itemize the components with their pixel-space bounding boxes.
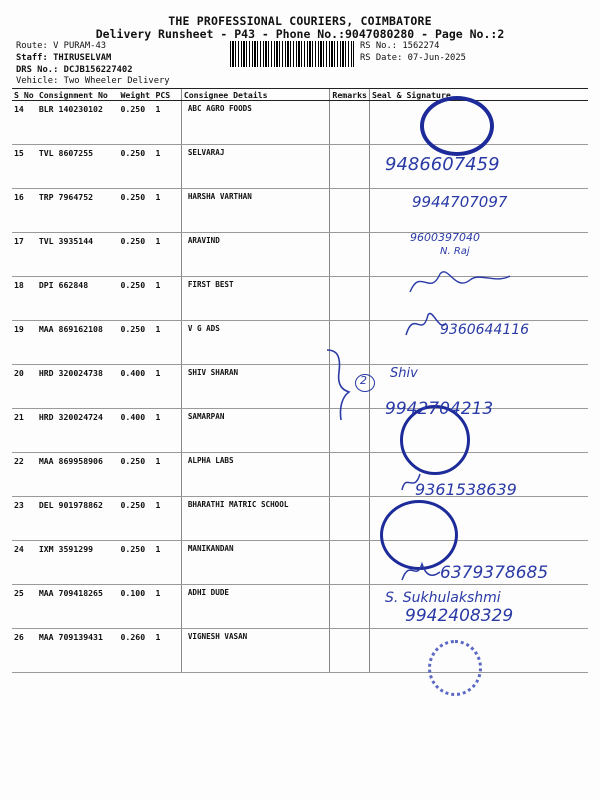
cell-weight: 0.250 <box>118 541 153 585</box>
cell-consignment: IXM 3591299 <box>37 541 119 585</box>
cell-weight: 0.400 <box>118 409 153 453</box>
cell-sno: 21 <box>12 409 37 453</box>
cell-consignee: ALPHA LABS <box>181 453 330 497</box>
col-remarks: Remarks <box>330 89 370 101</box>
cell-consignment: TVL 3935144 <box>37 233 119 277</box>
barcode <box>230 41 354 67</box>
company-seal-stamp <box>420 96 494 156</box>
cell-consignment: TRP 7964752 <box>37 189 119 233</box>
col-consignee: Consignee Details <box>181 89 330 101</box>
cell-sno: 20 <box>12 365 37 409</box>
runsheet-subtitle: Delivery Runsheet - P43 - Phone No.:9047080280 - Page No.:2 <box>95 27 505 41</box>
runsheet-table <box>12 88 588 673</box>
cell-remarks <box>330 145 370 189</box>
cell-consignment: MAA 869162108 <box>37 321 119 365</box>
cell-pcs: 1 <box>153 321 181 365</box>
drs-label: DRS No.: DCJB156227402 <box>16 65 133 75</box>
rs-date: RS Date: 07-Jun-2025 <box>360 53 466 63</box>
cell-weight: 0.400 <box>118 365 153 409</box>
cell-remarks <box>330 453 370 497</box>
cell-pcs: 1 <box>153 233 181 277</box>
cell-consignment: BLR 140230102 <box>37 101 119 145</box>
cell-pcs: 1 <box>153 541 181 585</box>
signature-scribble <box>400 305 450 343</box>
cell-weight: 0.250 <box>118 497 153 541</box>
cell-remarks <box>330 541 370 585</box>
cell-pcs: 1 <box>153 189 181 233</box>
cell-consignee: VIGNESH VASAN <box>181 629 330 673</box>
cell-sno: 17 <box>12 233 37 277</box>
cell-consignee: ABC AGRO FOODS <box>181 101 330 145</box>
cell-consignee: FIRST BEST <box>181 277 330 321</box>
handwritten-phone: 9360644116 <box>440 322 530 338</box>
cell-consignment: DPI 662848 <box>37 277 119 321</box>
cell-pcs: 1 <box>153 497 181 541</box>
col-seal: Seal & Signature <box>369 89 588 101</box>
cell-weight: 0.100 <box>118 585 153 629</box>
col-sno: S No <box>12 89 37 101</box>
handwritten-phone: 9600397040 <box>410 231 480 244</box>
cell-pcs: 1 <box>153 145 181 189</box>
signature-scribble <box>400 262 520 302</box>
cell-pcs: 1 <box>153 453 181 497</box>
table-row <box>12 145 588 189</box>
cell-remarks <box>330 585 370 629</box>
cell-consignment: TVL 8607255 <box>37 145 119 189</box>
cell-weight: 0.250 <box>118 277 153 321</box>
cell-consignment: HRD 320024724 <box>37 409 119 453</box>
cell-pcs: 1 <box>153 101 181 145</box>
cell-consignment: MAA 709418265 <box>37 585 119 629</box>
route-label: Route: V PURAM-43 <box>16 41 107 51</box>
cell-remarks <box>330 497 370 541</box>
cell-consignee: HARSHA VARTHAN <box>181 189 330 233</box>
cell-pcs: 1 <box>153 277 181 321</box>
cell-consignment: MAA 709139431 <box>37 629 119 673</box>
cell-sno: 22 <box>12 453 37 497</box>
cell-weight: 0.250 <box>118 233 153 277</box>
cell-sno: 24 <box>12 541 37 585</box>
cell-sno: 26 <box>12 629 37 673</box>
cell-consignee: SHIV SHARAN <box>181 365 330 409</box>
cell-weight: 0.250 <box>118 321 153 365</box>
signature-scribble <box>398 468 428 498</box>
rs-number: RS No.: 1562274 <box>360 41 440 51</box>
cell-consignee: ARAVIND <box>181 233 330 277</box>
cell-weight: 0.250 <box>118 453 153 497</box>
table-row <box>12 497 588 541</box>
cell-consignee: BHARATHI MATRIC SCHOOL <box>181 497 330 541</box>
handwritten-phone: 6379378685 <box>440 563 549 583</box>
cell-sno: 19 <box>12 321 37 365</box>
col-pcs: PCS <box>153 89 181 101</box>
staff-label: Staff: THIRUSELVAM <box>16 53 112 63</box>
cell-pcs: 1 <box>153 409 181 453</box>
col-weight: Weight <box>118 89 153 101</box>
cell-remarks <box>330 277 370 321</box>
handwritten-signature: Shiv <box>390 366 418 381</box>
cell-weight: 0.250 <box>118 145 153 189</box>
handwritten-name: N. Raj <box>440 246 470 257</box>
faint-stamp <box>428 640 482 696</box>
signature-scribble <box>398 556 443 586</box>
cell-sno: 15 <box>12 145 37 189</box>
cell-consignment: DEL 901978862 <box>37 497 119 541</box>
cell-consignee: MANIKANDAN <box>181 541 330 585</box>
cell-remarks <box>330 101 370 145</box>
cell-consignment: HRD 320024738 <box>37 365 119 409</box>
cell-pcs: 1 <box>153 585 181 629</box>
cell-consignee: ADHI DUDE <box>181 585 330 629</box>
cell-weight: 0.260 <box>118 629 153 673</box>
cell-remarks <box>330 629 370 673</box>
table-row <box>12 629 588 673</box>
cell-consignee: SELVARAJ <box>181 145 330 189</box>
table-header <box>12 89 588 101</box>
cell-consignment: MAA 869958906 <box>37 453 119 497</box>
cell-sno: 25 <box>12 585 37 629</box>
handwritten-phone: 9361538639 <box>415 480 517 499</box>
cell-sno: 23 <box>12 497 37 541</box>
handwritten-phone: 9486607459 <box>385 154 500 175</box>
handwritten-name: S. Sukhulakshmi <box>385 590 501 606</box>
table-row <box>12 101 588 145</box>
handwritten-phone: 9944707097 <box>412 193 508 211</box>
col-consignment: Consignment No <box>37 89 119 101</box>
cell-consignee: SAMARPAN <box>181 409 330 453</box>
cell-pcs: 1 <box>153 365 181 409</box>
table-row <box>12 409 588 453</box>
cell-consignee: V G ADS <box>181 321 330 365</box>
cell-remarks <box>330 233 370 277</box>
handwritten-phone: 9942704213 <box>385 399 494 419</box>
company-title: THE PROFESSIONAL COURIERS, COIMBATORE <box>168 14 432 28</box>
cell-sno: 18 <box>12 277 37 321</box>
cell-weight: 0.250 <box>118 189 153 233</box>
cell-pcs: 1 <box>153 629 181 673</box>
table-row <box>12 365 588 409</box>
cell-weight: 0.250 <box>118 101 153 145</box>
handwritten-phone: 9942408329 <box>405 606 514 626</box>
cell-sno: 16 <box>12 189 37 233</box>
vehicle-label: Vehicle: Two Wheeler Delivery <box>16 76 170 86</box>
cell-remarks <box>330 189 370 233</box>
cell-sno: 14 <box>12 101 37 145</box>
bracket-note: 2 <box>360 374 367 387</box>
